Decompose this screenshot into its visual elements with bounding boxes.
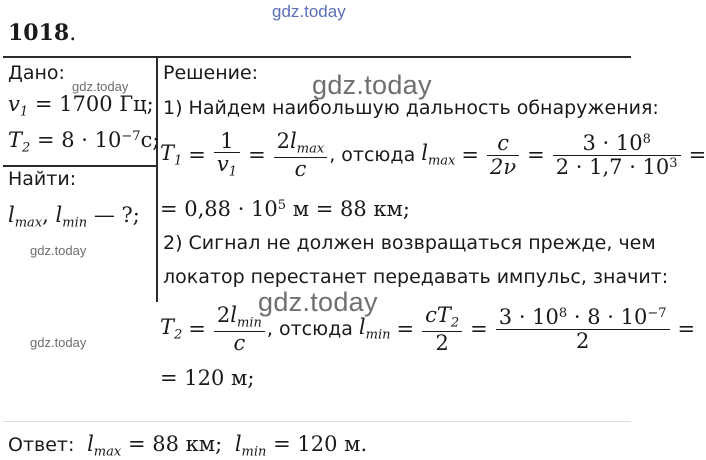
lmax-symbol: $l_{max}$ [8,203,43,231]
solution-step1: 1) Найдем наибольшую дальность обнаружения: [163,97,659,119]
problem-number-dot: . [69,21,77,46]
fraction-1-over-v1: $\frac{1}{v_1}$ [214,130,240,179]
fraction-numeric-lmax: $\frac{3 \cdot 10^8}{2 \cdot 1,7 \cdot 10^3}$ [553,132,681,177]
watermark-top: gdz.today [272,2,346,21]
v1-value: = 1700 Гц; [34,92,154,116]
fraction-2lmin-over-c: $\frac{2l_{min}}{c}$ [214,304,265,353]
answer-line: Ответ: $l_{max} = 88$ км; $l_{min} = 120$ м. [8,432,368,460]
given-title: Дано: [8,62,65,84]
bottom-rule [3,421,631,422]
T2-exponent: −7 [121,128,141,144]
answer-label: Ответ: [8,434,75,456]
find-title: Найти: [8,168,77,190]
problem-number [8,20,76,46]
equation-lmax: $T_1$ = $\frac{1}{v_1}$ = $\frac{2l_{max}}{c}$ , отсюда $l_{max}$ = $\frac{c}{2\nu}$ = $\frac{3 \cdot 10^8}{2 \cdot 1,7 \cdot 10^3}$ = [160,129,706,181]
given-vertical-divider [156,56,158,302]
solution-step2-line2: локатор перестанет передавать импульс, значит: [163,266,669,288]
answer-lmin: = 120 м. [273,432,368,456]
lmax-result: = $0,88 \cdot 10^5$ м = 88 км; [160,197,410,221]
watermark-big-1: gdz.today [312,70,432,100]
solution-title: Решение: [163,62,259,84]
fraction-2lmax-over-c: $\frac{2l_{max}}{c}$ [274,130,328,179]
fraction-cT2-over-2: $\frac{cT_2}{2}$ [422,304,462,353]
otsyuda-1: , отсюда [329,144,416,166]
T2-eq-symbol: $T_2$ [160,315,183,343]
T1-symbol: $T_1$ [160,141,183,169]
given-T2 [8,128,159,156]
otsyuda-2: , отсюда [266,318,353,340]
watermark-small-2: gdz.today [30,243,87,258]
equation-lmin: $T_2$ = $\frac{2l_{min}}{c}$ , отсюда $l_{min}$ = $\frac{cT_2}{2}$ = $\frac{3 \cdot 10^8 \cdot 8 \cdot 10^{-7}}{2}$ = [160,303,696,355]
problem-number-value: 1018 [8,20,70,46]
answer-lmax: = 88 км; [127,432,223,456]
watermark-small-1: gdz.today [72,79,129,94]
lmin-result: = 120 м; [160,366,255,390]
watermark-small-3: gdz.today [30,335,87,350]
fraction-numeric-lmin: $\frac{3 \cdot 10^8 \cdot 8 \cdot 10^{-7}}{2}$ [496,306,670,351]
given-v1 [8,92,154,120]
solution-step2-line1: 2) Сигнал не должен возвращаться прежде, чем [163,232,656,254]
watermark-big-2: gdz.today [258,287,378,317]
T2-value: = 8 · 10 [36,128,122,152]
T2-unit: с; [140,128,160,152]
fraction-c-over-2v: $\frac{c}{2\nu}$ [487,132,519,177]
find-question: — ?; [93,203,140,227]
T2-symbol: $T_2$ [8,128,31,156]
lmin-symbol: $l_{min}$ [55,203,88,231]
v1-symbol: $v_1$ [8,92,29,120]
given-top-rule [3,56,631,58]
find-quantities: $l_{max}$, $l_{min}$ — ?; [8,203,140,231]
find-separator [3,165,157,167]
